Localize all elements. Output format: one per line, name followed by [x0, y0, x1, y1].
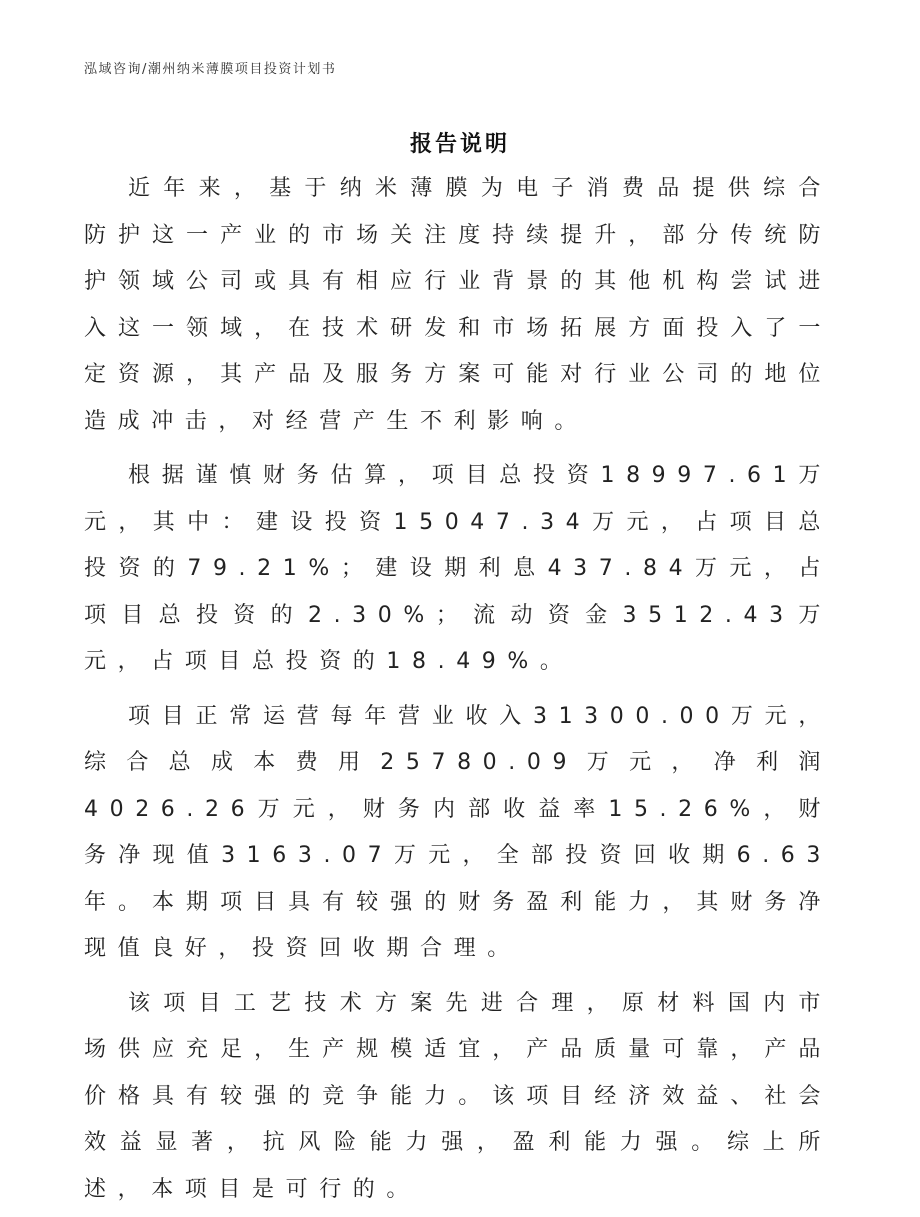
document-body — [84, 166, 832, 1217]
paragraph-investment-estimate: 根据谨慎财务估算，项目总投资18997.61万元，其中：建设投资15047.34万元，占项目总投资的79.21%；建设期利息437.84万元，占项目总投资的2.30%；流动资金3512.43万元，占项目总投资的18.49%。 — [84, 463, 832, 674]
running-header: 泓域咨询/潮州纳米薄膜项目投资计划书 — [84, 62, 337, 77]
paragraph-market-background: 近年来，基于纳米薄膜为电子消费品提供综合防护这一产业的市场关注度持续提升，部分传统防护领域公司或具有相应行业背景的其他机构尝试进入这一领域，在技术研发和市场拓展方面投入了一定资源，其产品及服务方案可能对行业公司的地位造成冲击，对经营产生不利影响。 — [84, 176, 832, 434]
paragraph-feasibility-conclusion: 该项目工艺技术方案先进合理，原材料国内市场供应充足，生产规模适宜，产品质量可靠，产品价格具有较强的竞争能力。该项目经济效益、社会效益显著，抗风险能力强，盈利能力强。综上所述，本项目是可行的。 — [84, 990, 832, 1202]
paragraph-financial-returns: 项目正常运营每年营业收入31300.00万元，综合总成本费用25780.09万元，净利润4026.26万元，财务内部收益率15.26%，财务净现值3163.07万元，全部投资回收期6.63年。本期项目具有较强的财务盈利能力，其财务净现值良好，投资回收期合理。 — [84, 703, 832, 961]
document-title: 报告说明 — [409, 132, 510, 157]
